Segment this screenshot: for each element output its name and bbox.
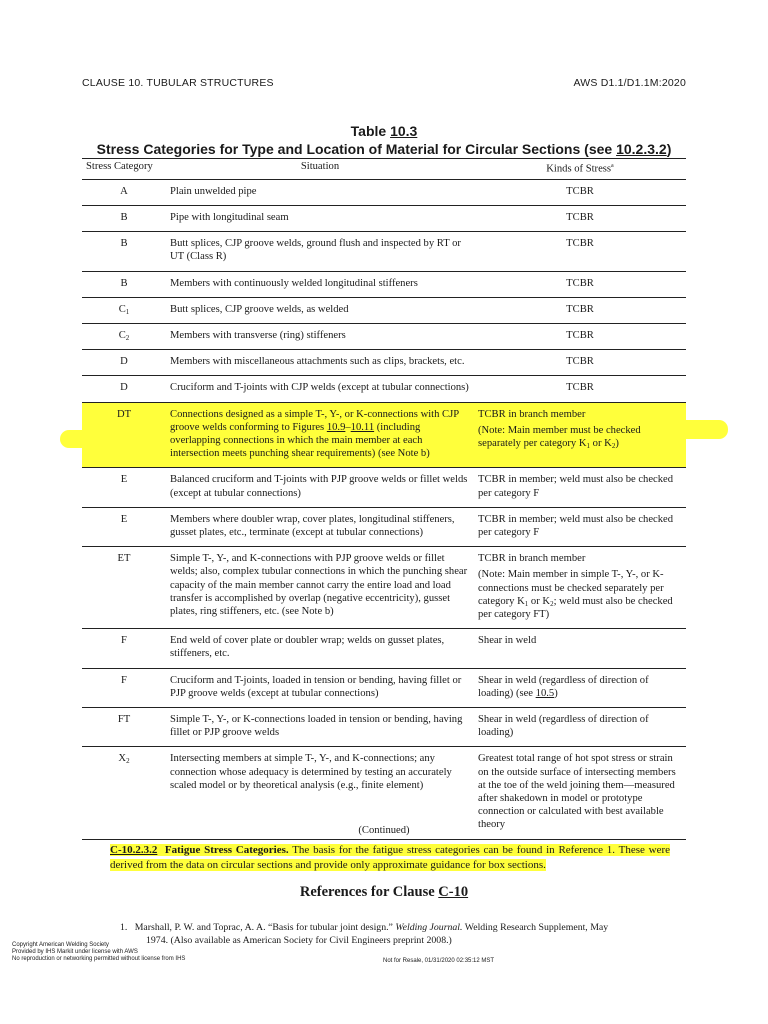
situation-cell: Balanced cruciform and T-joints with PJP groove welds or fillet welds (except at tubular connections) [166,468,474,507]
commentary-heading: Fatigue Stress Categories. [164,844,289,856]
situation-cell: Intersecting members at simple T-, Y-, and K-connections; any connection whose adequacy is determined by testing an accurately scaled model or by theoretical analysis (e.g., finite element) [166,747,474,839]
clause-ref-link[interactable]: C-10 [438,884,469,900]
table-header-row [82,159,686,180]
situation-cell: Connections designed as a simple T-, Y-, or K-connections with CJP groove welds conforming to Figures 10.9–10.11 (including overlapping connections in which the main member at each intersection meets punching shear requirements) (see Note b) [166,402,474,468]
situation-cell: Members with miscellaneous attachments such as clips, brackets, etc. [166,350,474,376]
table-number-link[interactable]: 10.3 [390,123,418,139]
category-cell: D [82,376,166,402]
situation-cell: Pipe with longitudinal seam [166,205,474,231]
stress-kind-cell: TCBR [474,323,686,349]
table-row [82,179,686,205]
col-header-category: Stress Category [82,159,166,180]
category-cell: B [82,232,166,271]
copyright-footer: Copyright American Welding Society Provided by IHS Markit under license with AWS No reproduction or networking permitted without license from IHS [12,942,186,962]
table-row [82,468,686,507]
category-cell: D [82,350,166,376]
table-row [82,708,686,747]
stress-kind-cell: Shear in weld [474,629,686,668]
col-header-situation: Situation [166,159,474,180]
category-cell: A [82,179,166,205]
category-cell: FT [82,708,166,747]
commentary-body: The basis for the fatigue stress categories can be found in Reference 1. These were derived from the data on circular sections and provide only approximate guidance for box sections. [110,844,671,871]
table-title [82,123,686,158]
stress-kind-cell: Shear in weld (regardless of direction of loading) [474,708,686,747]
table-caption: Stress Categories for Type and Location of Material for Circular Sections (see 10.2.3.2) [96,141,672,157]
running-header-standard: AWS D1.1/D1.1M:2020 [573,77,686,89]
situation-cell: Simple T-, Y-, and K-connections with PJP groove welds or fillet welds; also, complex tubular connections in which the punching shear capacity of the main member cannot carry the entire load and load transfer is accomplished by overlap (negative eccentricity), gusset plates, ring stiffeners, etc. (see Note b) [166,547,474,629]
table-row [82,350,686,376]
stress-kind-cell: TCBR [474,376,686,402]
situation-cell: Butt splices, CJP groove welds, ground flush and inspected by RT or UT (Class R) [166,232,474,271]
table-row [82,323,686,349]
col-header-kinds: Kinds of Stress$^a$ [474,159,686,180]
category-cell: $X_2$ [82,747,166,839]
running-header-clause: CLAUSE 10. TUBULAR STRUCTURES [82,77,274,89]
situation-cell: Members with continuously welded longitudinal stiffeners [166,271,474,297]
table-row [82,205,686,231]
category-cell: F [82,629,166,668]
situation-cell: Simple T-, Y-, or K-connections loaded in tension or bending, having fillet or PJP groove welds [166,708,474,747]
table-row [82,376,686,402]
category-cell: $C_2$ [82,323,166,349]
stress-kind-cell: TCBR in branch member (Note: Main member in simple T-, Y-, or K-connections must be checked separately per category $K_1$ or $K_2$; weld must also be checked per category FT) [474,547,686,629]
table-row [82,547,686,629]
table-row [82,629,686,668]
table-row-highlighted [82,402,686,468]
table-number: Table 10.3 [350,123,418,139]
situation-cell: Cruciform and T-joints with CJP welds (except at tubular connections) [166,376,474,402]
situation-cell: Members with transverse (ring) stiffeners [166,323,474,349]
category-cell: DT [82,402,166,468]
figure-ref-link[interactable]: 10.9 [326,421,346,433]
figure-ref-link[interactable]: 10.11 [350,421,375,433]
commentary-ref-link[interactable]: C-10.2.3.2 [110,844,158,856]
situation-cell: Plain unwelded pipe [166,179,474,205]
category-cell: E [82,507,166,546]
stress-kind-cell: Shear in weld (regardless of direction of loading) (see 10.5) [474,668,686,707]
section-ref-link[interactable]: 10.5 [535,687,555,699]
situation-cell: End weld of cover plate or doubler wrap; welds on gusset plates, stiffeners, etc. [166,629,474,668]
situation-cell: Butt splices, CJP groove welds, as welded [166,297,474,323]
section-ref-link[interactable]: 10.2.3.2 [616,141,667,157]
resale-footer: Not for Resale, 01/31/2020 02:35:12 MST [383,958,495,964]
situation-cell: Cruciform and T-joints, loaded in tension or bending, having fillet or PJP groove welds (except at tubular connections) [166,668,474,707]
stress-kind-cell: TCBR in branch member (Note: Main member must be checked separately per category $K_1$ or $K_2$) [474,402,686,468]
table-row [82,507,686,546]
situation-cell: Members where doubler wrap, cover plates, longitudinal stiffeners, gusset plates, etc., terminate (except at tubular connections) [166,507,474,546]
category-cell: ET [82,547,166,629]
category-cell: E [82,468,166,507]
reference-item: 1. Marshall, P. W. and Toprac, A. A. “Basis for tubular joint design.” Welding Journal. Welding Research Supplement, May 1974. (Also available as American Society for Civil Engineers preprint 2008.) [120,922,609,946]
commentary-paragraph [110,843,670,872]
table-row [82,668,686,707]
category-cell: $C_1$ [82,297,166,323]
category-cell: F [82,668,166,707]
references-title: References for Clause C-10 [299,884,469,900]
table-row [82,297,686,323]
stress-kind-note: (Note: Main member must be checked separately per category $K_1$ or $K_2$) [478,424,641,450]
stress-category-table [82,158,686,840]
table-row [82,271,686,297]
stress-kind-cell: TCBR [474,179,686,205]
category-cell: B [82,205,166,231]
stress-kind-cell: TCBR [474,350,686,376]
stress-kind-cell: TCBR in member; weld must also be checked per category F [474,468,686,507]
category-cell: B [82,271,166,297]
table-row [82,232,686,271]
stress-kind-cell: TCBR [474,232,686,271]
stress-kind-cell: TCBR [474,205,686,231]
continued-label: (Continued) [358,825,410,836]
stress-kind-cell: TCBR [474,297,686,323]
stress-kind-cell: TCBR [474,271,686,297]
stress-kind-cell: Greatest total range of hot spot stress or strain on the outside surface of intersecting members at the toe of the weld joining them—measured after shakedown in model or prototype connection or calculated with best available theory [474,747,686,839]
stress-kind-cell: TCBR in member; weld must also be checked per category F [474,507,686,546]
stress-kind-note: (Note: Main member in simple T-, Y-, or K-connections must be checked separately per category $K_1$ or $K_2$; weld must also be checked per category FT) [478,569,673,620]
